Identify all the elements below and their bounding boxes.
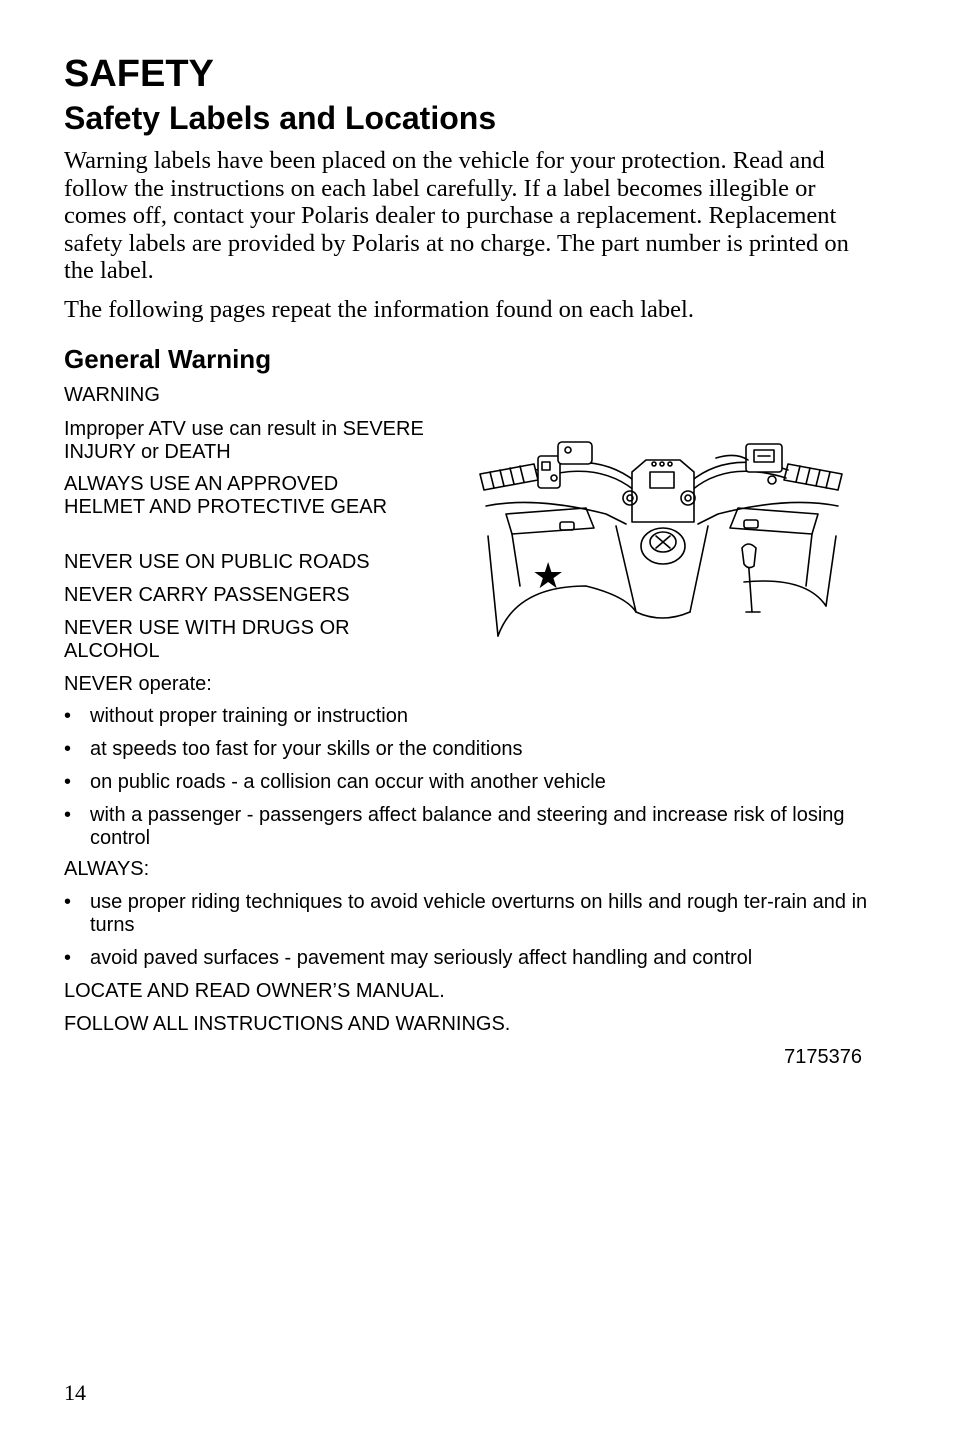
bullet-icon: • [64,804,72,826]
always-list [64,891,884,980]
always-label: ALWAYS: [64,858,150,880]
star-marker-icon: ★ [532,556,565,597]
label-line: ALWAYS USE AN APPROVED HELMET AND PROTECTIVE GEAR [64,473,388,518]
chapter-title: SAFETY [64,53,214,95]
never-operate-list [64,705,884,860]
list-item: • with a passenger - passengers affect balance and steering and increase risk of losing control [64,804,845,849]
list-item: • avoid paved surfaces - pavement may seriously affect handling and control [64,946,753,969]
part-number: 7175376 [784,1046,862,1068]
bullet-icon: • [64,946,72,969]
list-item: • on public roads - a collision can occur with another vehicle [64,771,606,793]
page-number: 14 [64,1380,86,1405]
label-line: Improper ATV use can result in SEVERE INJURY or DEATH [64,418,424,463]
label-line: FOLLOW ALL INSTRUCTIONS AND WARNINGS. [64,1013,511,1035]
intro-paragraph-2: The following pages repeat the information found on each label. [64,296,694,323]
general-warning-title: General Warning [64,344,272,374]
list-item: • at speeds too fast for your skills or the conditions [64,738,523,760]
bullet-icon: • [64,771,72,793]
bullet-icon: • [64,891,72,913]
list-item: • without proper training or instruction [64,705,408,727]
label-line: NEVER USE ON PUBLIC ROADS [64,551,370,573]
bullet-icon: • [64,705,72,727]
section-title: Safety Labels and Locations [64,100,497,136]
label-line: LOCATE AND READ OWNER’S MANUAL. [64,980,445,1002]
bullet-icon: • [64,738,72,760]
label-line: NEVER USE WITH DRUGS OR ALCOHOL [64,617,350,662]
list-item: • use proper riding techniques to avoid vehicle overturns on hills and rough ter-rain and in turns [64,891,868,936]
atv-handlebar-illustration [476,436,848,648]
label-line: NEVER CARRY PASSENGERS [64,584,350,606]
label-line: NEVER operate: [64,673,212,695]
warning-word: WARNING [64,384,160,406]
intro-paragraph: Warning labels have been placed on the vehicle for your protection. Read and follow the instructions on each label carefully. If a label becomes illegible or comes off, contact your Polaris dealer to purchase a replacement. Replacement safety labels are provided by Polaris at no charge. The part number is printed on the label. [64,147,849,284]
